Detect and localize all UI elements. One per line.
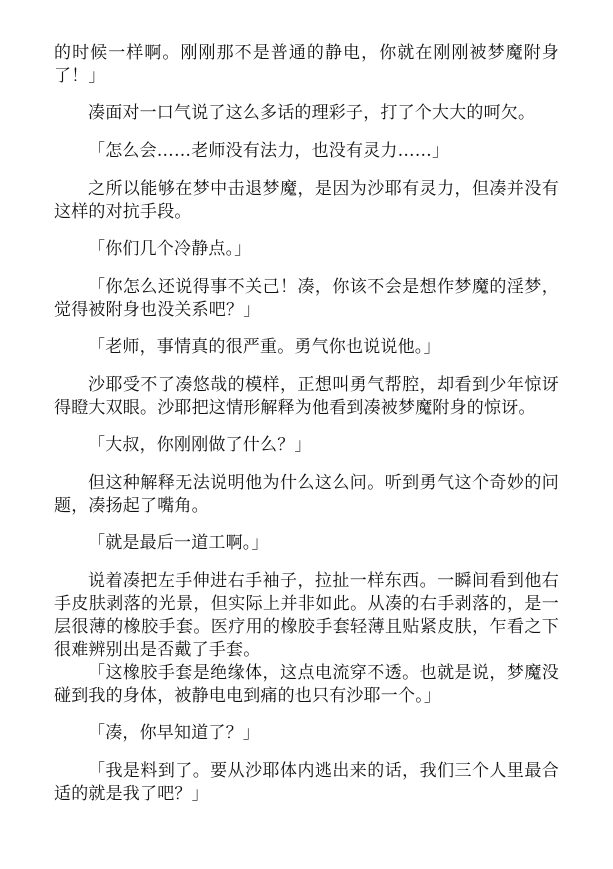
paragraph-4: 之所以能够在梦中击退梦魔，是因为沙耶有灵力，但凑并没有这样的对抗手段。	[54, 179, 559, 222]
paragraph-5: 「你们几个冷静点。」	[88, 239, 252, 259]
paragraph-9: 「大叔，你刚刚做了什么？」	[88, 435, 312, 455]
paragraph-6: 「你怎么还说得事不关己！凑，你该不会是想作梦魔的淫梦，觉得被附身也没关系吧？」	[54, 277, 559, 320]
paragraph-1: 的时候一样啊。刚刚那不是普通的静电，你就在刚刚被梦魔附身了！」	[54, 43, 559, 86]
paragraph-15: 「我是料到了。要从沙耶体内逃出来的话，我们三个人里最合适的就是我了吧？」	[54, 761, 559, 804]
paragraph-3: 「怎么会……老师没有法力，也没有灵力……」	[88, 141, 450, 161]
paragraph-11: 「就是最后一道工啊。」	[88, 533, 269, 553]
paragraph-10: 但这种解释无法说明他为什么这么问。听到勇气这个奇妙的问题，凑扬起了嘴角。	[54, 473, 559, 516]
paragraph-2: 凑面对一口气说了这么多话的理彩子，打了个大大的呵欠。	[88, 103, 536, 123]
paragraph-8: 沙耶受不了凑悠哉的模样，正想叫勇气帮腔，却看到少年惊讶得瞪大双眼。沙耶把这情形解释为他看到凑被梦魔附身的惊讶。	[54, 375, 559, 418]
paragraph-12: 说着凑把左手伸进右手袖子，拉扯一样东西。一瞬间看到他右手皮肤剥落的光景，但实际上并非如此。从凑的右手剥落的，是一层很薄的橡胶手套。医疗用的橡胶手套轻薄且贴紧皮肤，乍看之下很难辨别出是否戴了手套。	[54, 571, 559, 660]
paragraph-14: 「凑，你早知道了？」	[88, 723, 260, 743]
paragraph-7: 「老师，事情真的很严重。勇气你也说说他。」	[88, 337, 441, 357]
paragraph-13: 「这橡胶手套是绝缘体，这点电流穿不透。也就是说，梦魔没碰到我的身体，被静电电到痛的也只有沙耶一个。」	[54, 663, 559, 706]
